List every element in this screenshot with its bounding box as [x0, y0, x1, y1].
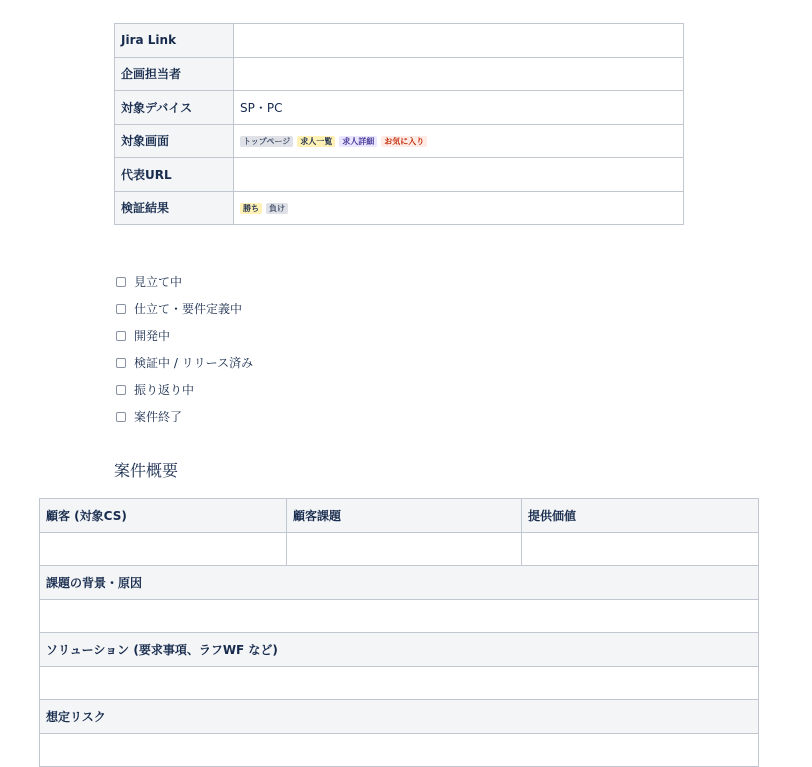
- task-item: [116, 295, 253, 322]
- section-header-row: [40, 566, 759, 600]
- task-item: [116, 403, 253, 430]
- section-header: 想定リスク: [40, 700, 759, 734]
- meta-row-device: [115, 91, 684, 125]
- task-checkbox[interactable]: [116, 412, 126, 422]
- meta-label: 対象画面: [115, 124, 234, 158]
- task-checkbox[interactable]: [116, 385, 126, 395]
- task-label: 開発中: [134, 329, 171, 343]
- meta-value-jira[interactable]: [234, 24, 684, 58]
- task-item: [116, 268, 253, 295]
- overview-table: [39, 498, 759, 767]
- status-lozenge[interactable]: お気に入り: [381, 136, 427, 147]
- task-list: [116, 268, 253, 430]
- section-header: ソリューション (要求事項、ラフWF など): [40, 633, 759, 667]
- column-header: 顧客 (対象CS): [40, 499, 287, 533]
- task-label: 案件終了: [134, 410, 183, 424]
- column-header: 提供価値: [522, 499, 759, 533]
- meta-row-planner: [115, 57, 684, 91]
- overview-header-row: [40, 499, 759, 533]
- meta-label: 代表URL: [115, 158, 234, 192]
- table-cell[interactable]: [40, 599, 759, 633]
- task-label: 仕立て・要件定義中: [134, 302, 243, 316]
- section-header-row: [40, 700, 759, 734]
- task-item: [116, 322, 253, 349]
- task-item: [116, 349, 253, 376]
- table-cell[interactable]: [522, 532, 759, 566]
- meta-row-screen: [115, 124, 684, 158]
- task-checkbox[interactable]: [116, 304, 126, 314]
- task-checkbox[interactable]: [116, 331, 126, 341]
- status-lozenge[interactable]: 求人一覧: [297, 136, 335, 147]
- task-label: 検証中 / リリース済み: [134, 356, 254, 370]
- section-body-row: [40, 733, 759, 767]
- meta-value-planner[interactable]: [234, 57, 684, 91]
- status-lozenge[interactable]: トップページ: [240, 136, 293, 147]
- meta-row-url: [115, 158, 684, 192]
- status-lozenge[interactable]: 勝ち: [240, 203, 262, 214]
- meta-label: Jira Link: [115, 24, 234, 58]
- task-label: 振り返り中: [134, 383, 195, 397]
- task-checkbox[interactable]: [116, 277, 126, 287]
- task-item: [116, 376, 253, 403]
- table-cell[interactable]: [40, 532, 287, 566]
- task-checkbox[interactable]: [116, 358, 126, 368]
- project-meta-table: [114, 23, 684, 225]
- section-body-row: [40, 666, 759, 700]
- table-cell[interactable]: [287, 532, 522, 566]
- table-cell[interactable]: [40, 666, 759, 700]
- meta-label: 企画担当者: [115, 57, 234, 91]
- section-body-row: [40, 599, 759, 633]
- status-lozenge[interactable]: 負け: [266, 203, 288, 214]
- meta-value-result[interactable]: [234, 191, 684, 225]
- task-label: 見立て中: [134, 275, 183, 289]
- overview-input-row: [40, 532, 759, 566]
- meta-value-device[interactable]: SP・PC: [234, 91, 684, 125]
- section-heading-overview: 案件概要: [114, 461, 179, 480]
- meta-value-screen[interactable]: [234, 124, 684, 158]
- meta-row-result: [115, 191, 684, 225]
- section-header-row: [40, 633, 759, 667]
- meta-label: 検証結果: [115, 191, 234, 225]
- column-header: 顧客課題: [287, 499, 522, 533]
- section-header: 課題の背景・原因: [40, 566, 759, 600]
- meta-value-url[interactable]: [234, 158, 684, 192]
- status-lozenge[interactable]: 求人詳細: [339, 136, 377, 147]
- table-cell[interactable]: [40, 733, 759, 767]
- meta-label: 対象デバイス: [115, 91, 234, 125]
- meta-row-jira: [115, 24, 684, 58]
